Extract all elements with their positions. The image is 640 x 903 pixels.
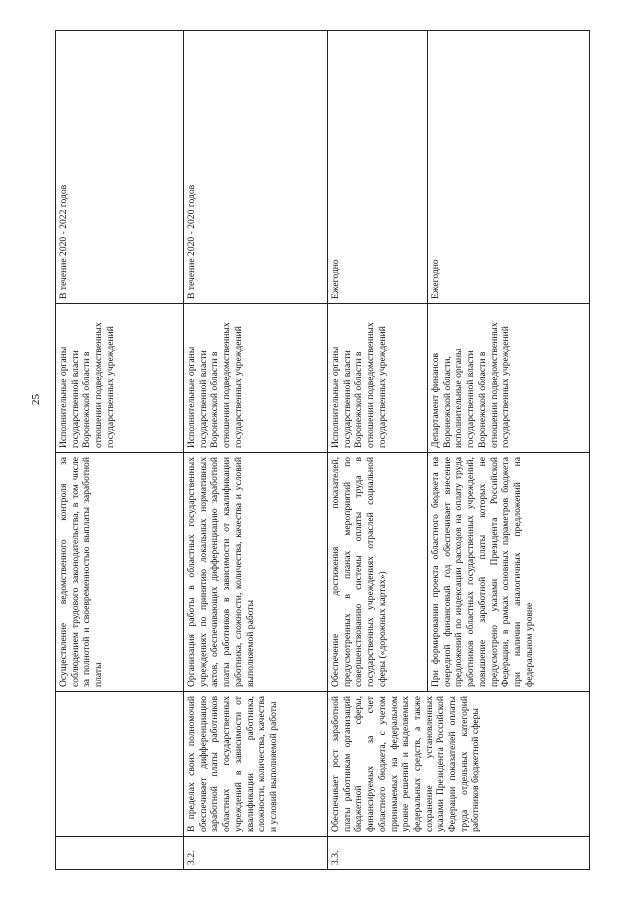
task-cell [56,692,184,837]
task-cell: В пределах своих полномочий обеспечивает дифференциацию заработной платы работников областных государственных учреждений в зависимости от квалификации работника, сложности, количества, качества и условий выполняемой работы [184,692,328,837]
row-number: 3.2. [184,837,328,870]
measure-cell: Обеспечение достижения показателей, предусмотренных в планах мероприятий по совершенствованию системы оплаты труда в государственных учреждениях отраслей социальной сферы («дорожных картах») [328,453,428,692]
measure-cell: Осуществление ведомственного контроля за соблюдением трудового законодательства, в том числе за полнотой и своевременностью выплаты заработной платы [56,453,184,692]
executor-cell: Исполнительные органы государственной власти Воронежской области в отношении подведомственных государственных учреждений [184,304,328,453]
executor-cell: Исполнительные органы государственной власти Воронежской области в отношении подведомственных государственных учреждений [328,304,428,453]
table-row [328,31,428,870]
rotated-table-container [55,30,590,870]
deadline-cell: Ежегодно [428,31,590,304]
row-number [56,837,184,870]
table-row [184,31,328,870]
measures-table [55,30,590,870]
page-number: 25 [30,394,42,405]
measure-cell: Организация работы в областных государственных учреждениях по принятию локальных нормативных актов, обеспечивающих дифференциацию заработной платы работников в зависимости от квалификации работника, сложности, количества, качества и условий выполняемой работы [184,453,328,692]
table-row [56,31,184,870]
deadline-cell: В течение 2020 - 2020 годов [184,31,328,304]
executor-cell: Департамент финансов Воронежской области, исполнительные органы государственной власти Воронежской области в отношении подведомственных государственных учреждений [428,304,590,453]
task-cell: Обеспечивает рост заработной платы работникам организаций бюджетной сферы, финансируемых за счет областного бюджета, с учетом принимаемых на федеральном уровне решений и выделяемых федеральных средств, а также сохранение установленных указами Президента Российской Федерации показателей оплаты труда отдельных категорий работников бюджетной сферы [328,692,590,837]
row-number: 3.3. [328,837,590,870]
deadline-cell: В течение 2020 - 2022 годов [56,31,184,304]
deadline-cell: Ежегодно [328,31,428,304]
executor-cell: Исполнительные органы государственной власти Воронежской области в отношении подведомственных государственных учреждений [56,304,184,453]
measure-cell: При формировании проекта областного бюджета на очередной финансовый год обеспечивает внесение предложений по индексации расходов на оплату труда работников областных государственных учреждений, повышение заработной платы которых не предусмотрено указами Президента Российской Федерации, в рамках основных параметров бюджета при наличии аналогичных предложений на федеральном уровне [428,453,590,692]
